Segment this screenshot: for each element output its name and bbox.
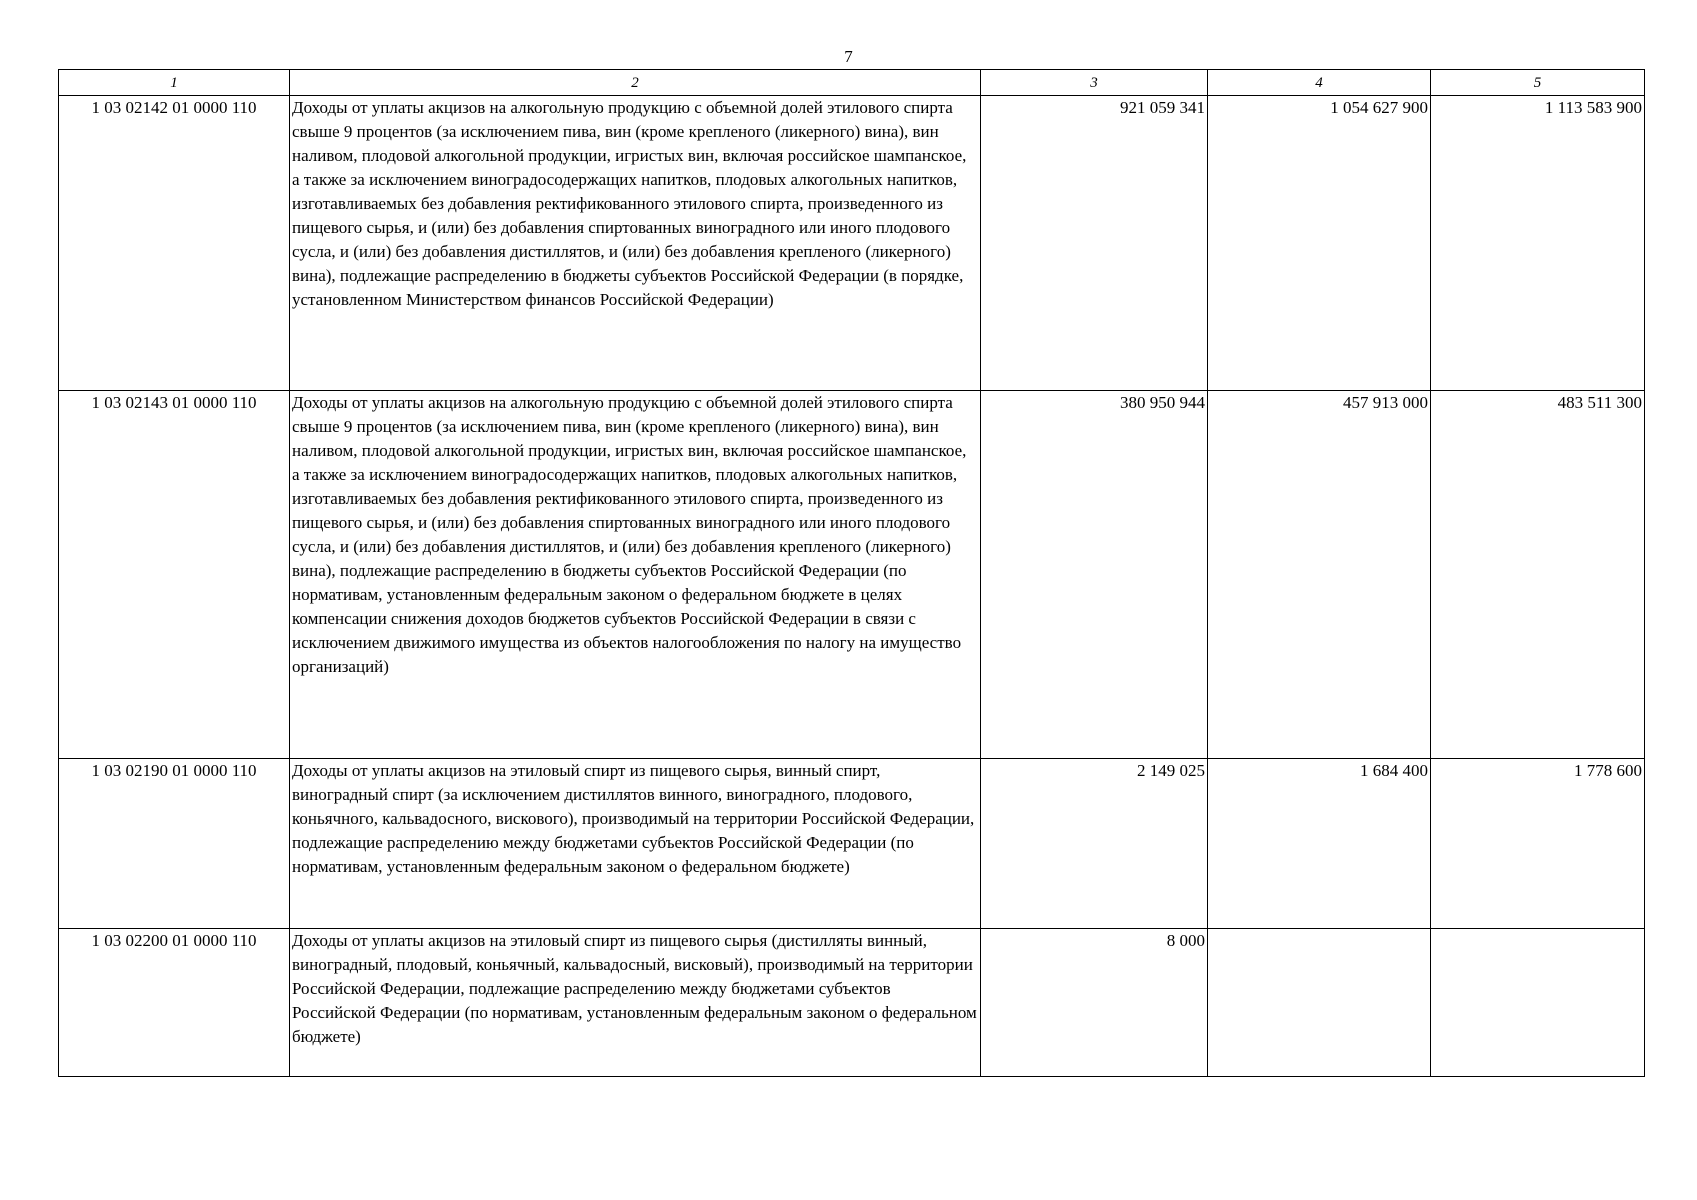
revenue-code: 1 03 02200 01 0000 110 xyxy=(59,929,290,1077)
amount-col-5: 1 778 600 xyxy=(1431,759,1645,929)
amount-col-3: 380 950 944 xyxy=(981,391,1208,759)
page-number: 7 xyxy=(844,47,853,66)
revenue-code: 1 03 02190 01 0000 110 xyxy=(59,759,290,929)
header-col-4: 4 xyxy=(1208,70,1431,96)
revenue-table xyxy=(58,69,1645,1077)
table-row xyxy=(59,759,1645,929)
header-col-2: 2 xyxy=(290,70,981,96)
table-row xyxy=(59,391,1645,759)
table-row xyxy=(59,929,1645,1077)
revenue-code: 1 03 02143 01 0000 110 xyxy=(59,391,290,759)
amount-col-4 xyxy=(1208,929,1431,1077)
revenue-description: Доходы от уплаты акцизов на алкогольную продукцию с объемной долей этилового спирта свыше 9 процентов (за исключением пива, вин (кроме крепленого (ликерного) вина), вин наливом, плодовой алкогольной продукции, игристых вин, включая российское шампанское, а также за исключением виноградосодержащих напитков, плодовых алкогольных напитков, изготавливаемых без добавления ректификованного этилового спирта, произведенного из пищевого сырья, и (или) без добавления спиртованных виноградного или иного плодового сусла, и (или) без добавления дистиллятов, и (или) без добавления крепленого (ликерного) вина), подлежащие распределению в бюджеты субъектов Российской Федерации (по нормативам, установленным федеральным законом о федеральном бюджете в целях компенсации снижения доходов бюджетов субъектов Российской Федерации в связи с исключением движимого имущества из объектов налогообложения по налогу на имущество организаций) xyxy=(290,391,981,759)
amount-col-4: 457 913 000 xyxy=(1208,391,1431,759)
revenue-description: Доходы от уплаты акцизов на этиловый спирт из пищевого сырья (дистилляты винный, виноградный, плодовый, коньячный, кальвадосный, висковый), производимый на территории Российской Федерации, подлежащие распределению между бюджетами субъектов Российской Федерации (по нормативам, установленным федеральным законом о федеральном бюджете) xyxy=(290,929,981,1077)
amount-col-5 xyxy=(1431,929,1645,1077)
revenue-description: Доходы от уплаты акцизов на алкогольную продукцию с объемной долей этилового спирта свыше 9 процентов (за исключением пива, вин (кроме крепленого (ликерного) вина), вин наливом, плодовой алкогольной продукции, игристых вин, включая российское шампанское, а также за исключением виноградосодержащих напитков, плодовых алкогольных напитков, изготавливаемых без добавления ректификованного этилового спирта, произведенного из пищевого сырья, и (или) без добавления спиртованных виноградного или иного плодового сусла, и (или) без добавления дистиллятов, и (или) без добавления крепленого (ликерного) вина), подлежащие распределению в бюджеты субъектов Российской Федерации (в порядке, установленном Министерством финансов Российской Федерации) xyxy=(290,96,981,391)
header-col-5: 5 xyxy=(1431,70,1645,96)
amount-col-3: 921 059 341 xyxy=(981,96,1208,391)
header-col-1: 1 xyxy=(59,70,290,96)
revenue-code: 1 03 02142 01 0000 110 xyxy=(59,96,290,391)
amount-col-4: 1 054 627 900 xyxy=(1208,96,1431,391)
table-header-row xyxy=(59,70,1645,96)
amount-col-3: 8 000 xyxy=(981,929,1208,1077)
amount-col-3: 2 149 025 xyxy=(981,759,1208,929)
amount-col-4: 1 684 400 xyxy=(1208,759,1431,929)
amount-col-5: 1 113 583 900 xyxy=(1431,96,1645,391)
table-row xyxy=(59,96,1645,391)
header-col-3: 3 xyxy=(981,70,1208,96)
revenue-description: Доходы от уплаты акцизов на этиловый спирт из пищевого сырья, винный спирт, виноградный спирт (за исключением дистиллятов винного, виноградного, плодового, коньячного, кальвадосного, вискового), производимый на территории Российской Федерации, подлежащие распределению между бюджетами субъектов Российской Федерации (по нормативам, установленным федеральным законом о федеральном бюджете) xyxy=(290,759,981,929)
amount-col-5: 483 511 300 xyxy=(1431,391,1645,759)
